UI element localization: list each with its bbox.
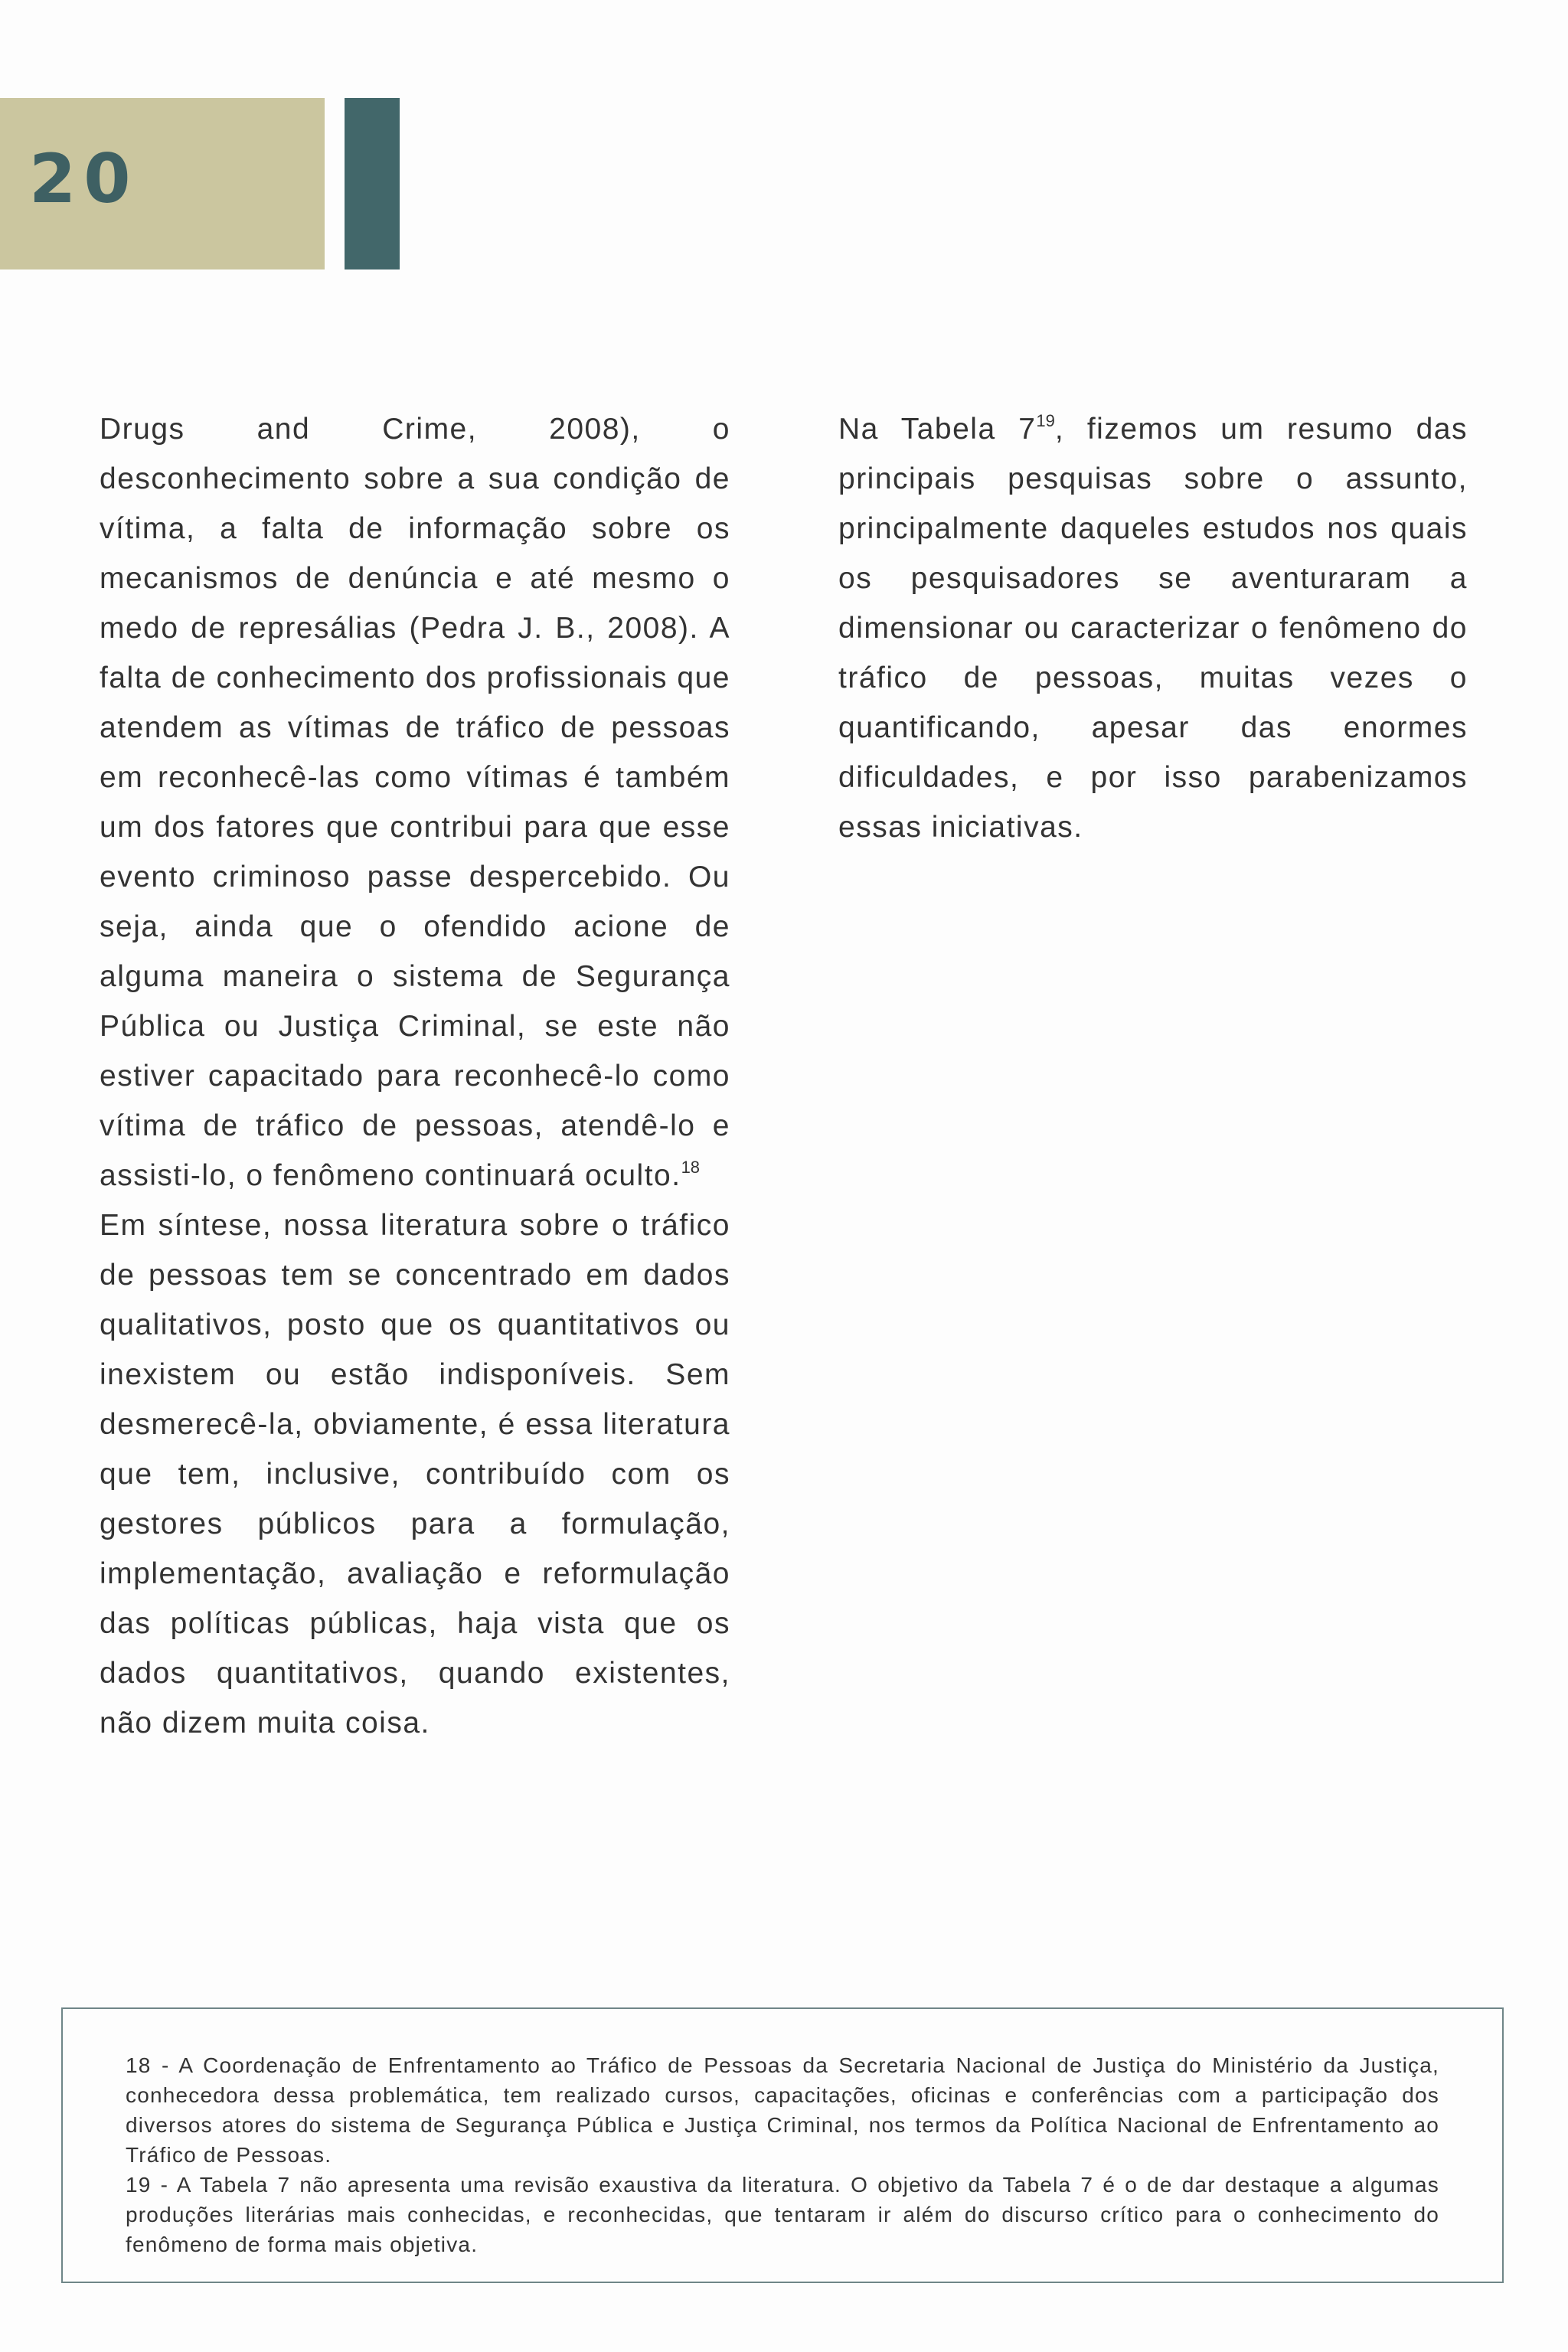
right-paragraph xyxy=(838,404,1468,852)
right-paragraph-rest: , fizemos um resumo das principais pesquisas sobre o assunto, principalmente daqueles estudos nos quais os pesquisadores se aventuraram a dimensionar ou caracterizar o fenômeno do tráfico de pessoas, muitas vezes o quantificando, apesar das enormes dificuldades, e por isso parabenizamos essas iniciativas. xyxy=(838,413,1468,844)
footnote-18: 18 - A Coordenação de Enfrentamento ao Tráfico de Pessoas da Secretaria Nacional de Justiça do Ministério da Justiça, conhecedora dessa problemática, tem realizado cursos, capacitações, oficinas e conferências com a participação dos diversos atores do sistema de Segurança Pública e Justiça Criminal, nos termos da Política Nacional de Enfrentamento ao Tráfico de Pessoas. xyxy=(126,2053,1439,2167)
left-column xyxy=(100,404,730,1748)
right-paragraph-start: Na Tabela 7 xyxy=(838,413,1037,446)
accent-bar xyxy=(345,98,400,270)
left-paragraph-1 xyxy=(100,404,730,1200)
page-number: 20 xyxy=(29,139,139,218)
footnotes-box xyxy=(61,2007,1504,2283)
left-paragraph-1-text: Drugs and Crime, 2008), o desconhecimento sobre a sua condição de vítima, a falta de informação sobre os mecanismos de denúncia e até mesmo o medo de represálias (Pedra J. B., 2008). A falta de conhecimento dos profissionais que atendem as vítimas de tráfico de pessoas em reconhecê-las como vítimas é também um dos fatores que contribui para que esse evento criminoso passe despercebido. Ou seja, ainda que o ofendido acione de alguma maneira o sistema de Segurança Pública ou Justiça Criminal, se este não estiver capacitado para reconhecê-lo como vítima de tráfico de pessoas, atendê-lo e assisti-lo, o fenômeno continuará oculto. xyxy=(100,413,730,1192)
footnote-19: 19 - A Tabela 7 não apresenta uma revisão exaustiva da literatura. O objetivo da Tabela 7 é o de dar destaque a algumas produções literárias mais conhecidas, e reconhecidas, que tentaram ir além do discurso crítico para o conhecimento do fenômeno de forma mais objetiva. xyxy=(126,2173,1439,2256)
left-paragraph-2: Em síntese, nossa literatura sobre o tráfico de pessoas tem se concentrado em dados qualitativos, posto que os quantitativos ou inexistem ou estão indisponíveis. Sem desmerecê-la, obviamente, é essa literatura que tem, inclusive, contribuído com os gestores públicos para a formulação, implementação, avaliação e reformulação das políticas públicas, haja vista que os dados quantitativos, quando existentes, não dizem muita coisa. xyxy=(100,1209,730,1740)
right-column xyxy=(838,404,1468,852)
footnote-ref-19: 19 xyxy=(1036,411,1055,430)
footnote-ref-18: 18 xyxy=(681,1158,701,1177)
